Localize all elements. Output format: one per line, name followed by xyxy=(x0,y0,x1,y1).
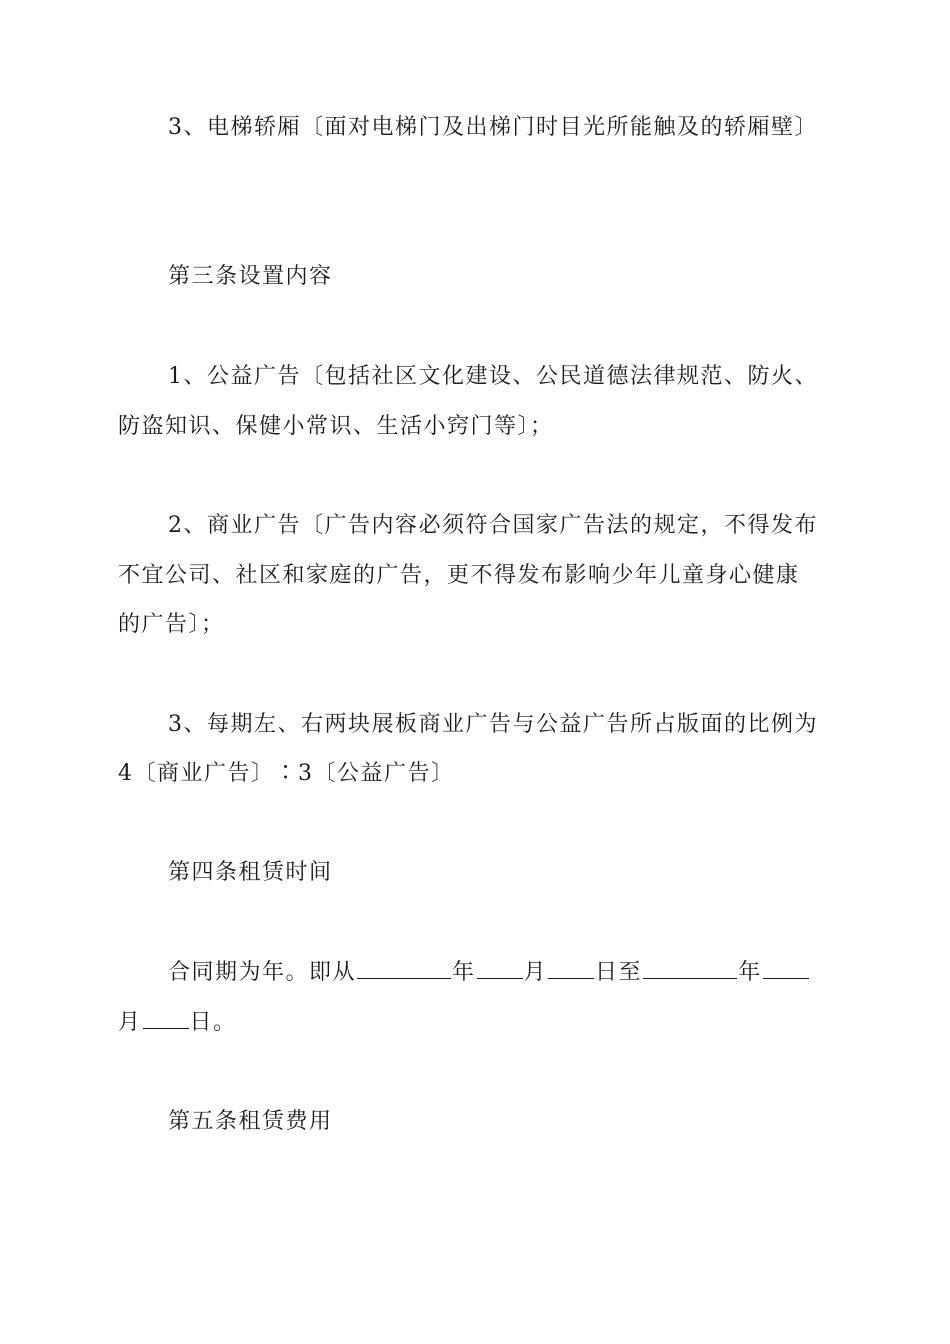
term-year-1: 年 xyxy=(452,960,476,985)
article-four-title: 第四条租赁时间 xyxy=(168,860,333,885)
term-month-1: 月 xyxy=(523,960,548,985)
article-three-title: 第三条设置内容 xyxy=(168,264,333,289)
ratio-line-1: 3、每期左、右两块展板商业广告与公益广告所占版面的比例为 xyxy=(168,712,818,737)
elevator-item-line: 3、电梯轿厢〔面对电梯门及出梯门时目光所能触及的轿厢壁〕 xyxy=(168,115,818,140)
ratio-line-2: 4〔商业广告〕∶3〔公益广告〕 xyxy=(118,761,455,786)
term-line-2 xyxy=(118,998,838,1048)
commercial-ad-line-3: 的广告〕； xyxy=(118,612,225,637)
term-day-end: 日。 xyxy=(189,1010,237,1035)
end-month-blank xyxy=(763,960,809,979)
end-year-blank xyxy=(643,960,737,979)
term-day-to: 日至 xyxy=(595,960,643,985)
public-ad-line-1: 1、公益广告〔包括社区文化建设、公民道德法律规范、防火、 xyxy=(168,364,818,389)
term-intro: 合同期为年。即从 xyxy=(168,960,357,985)
start-year-blank xyxy=(357,960,451,979)
term-month-2: 月 xyxy=(118,1010,142,1035)
term-line-1 xyxy=(168,948,888,998)
end-day-blank xyxy=(143,1010,189,1029)
commercial-ad-line-1: 2、商业广告〔广告内容必须符合国家广告法的规定，不得发布 xyxy=(168,513,818,538)
start-month-blank xyxy=(477,960,523,979)
start-day-blank xyxy=(548,960,594,979)
article-five-title: 第五条租赁费用 xyxy=(168,1109,333,1134)
commercial-ad-line-2: 不宜公司、社区和家庭的广告，更不得发布影响少年儿童身心健康 xyxy=(118,563,800,588)
public-ad-line-2: 防盗知识、保健小常识、生活小窍门等〕； xyxy=(118,414,554,439)
term-year-2: 年 xyxy=(738,960,762,985)
